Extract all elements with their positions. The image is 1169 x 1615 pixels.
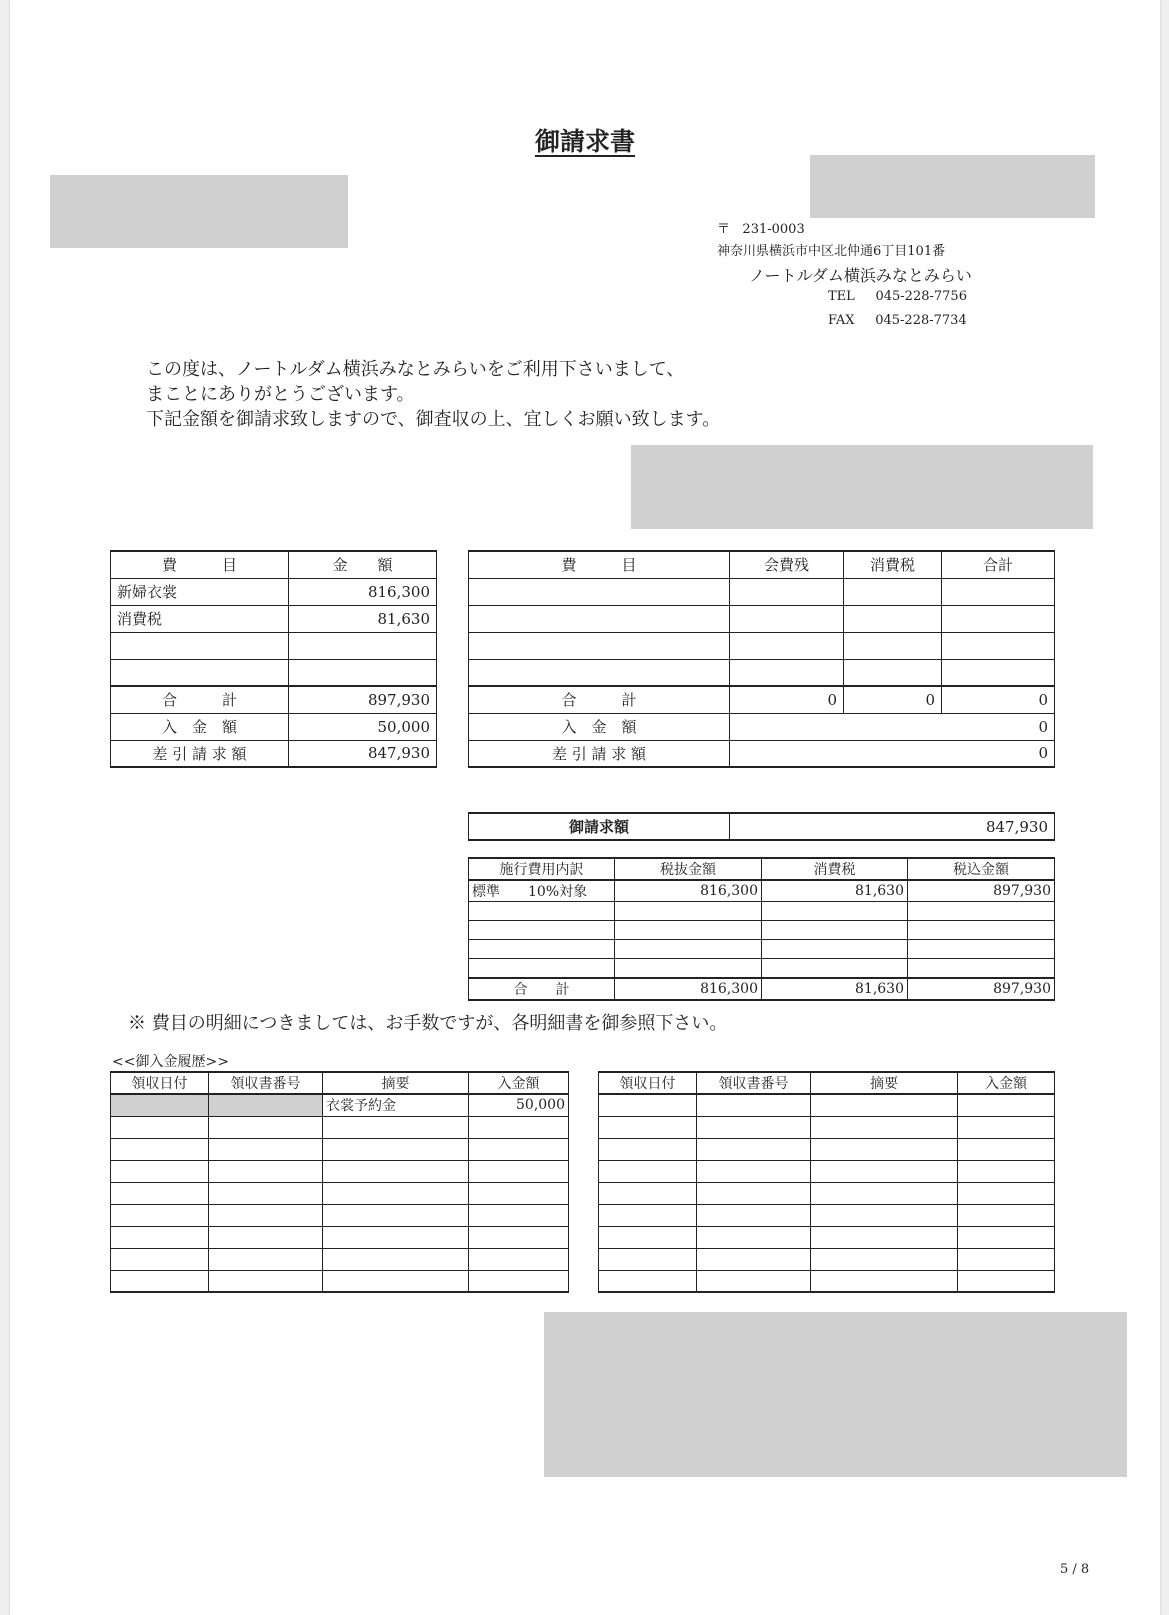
right-summary-table bbox=[468, 550, 1055, 768]
payment-amount-cell bbox=[958, 1248, 1055, 1270]
payment-history-table-left bbox=[110, 1071, 569, 1293]
breakdown-cell bbox=[469, 940, 615, 959]
value-cell bbox=[844, 659, 942, 686]
receipt-number-cell bbox=[697, 1226, 811, 1248]
pretax-cell bbox=[615, 902, 762, 921]
pretax-cell: 816,300 bbox=[615, 880, 762, 902]
payment-amount-cell bbox=[469, 1116, 569, 1138]
tax-cell bbox=[762, 902, 908, 921]
payment-amount-cell bbox=[958, 1204, 1055, 1226]
description-cell bbox=[323, 1226, 469, 1248]
payment-amount-cell bbox=[958, 1226, 1055, 1248]
balance-value: 0 bbox=[730, 740, 1055, 767]
receipt-number-cell bbox=[697, 1094, 811, 1116]
payment-amount-cell bbox=[469, 1226, 569, 1248]
receipt-date-cell bbox=[111, 1138, 209, 1160]
intro-text bbox=[146, 357, 720, 432]
item-cell bbox=[111, 632, 289, 659]
value-cell bbox=[942, 605, 1055, 632]
left-summary-table bbox=[110, 550, 437, 768]
value-cell bbox=[942, 632, 1055, 659]
receipt-date-cell bbox=[599, 1138, 697, 1160]
amount-cell: 81,630 bbox=[289, 605, 437, 632]
header-payment-amount: 入金額 bbox=[958, 1072, 1055, 1094]
description-cell bbox=[323, 1160, 469, 1182]
description-cell bbox=[323, 1248, 469, 1270]
receipt-date-cell bbox=[111, 1182, 209, 1204]
description-cell bbox=[323, 1138, 469, 1160]
receipt-date-cell bbox=[111, 1160, 209, 1182]
description-cell bbox=[811, 1204, 958, 1226]
tax-total-label: 合 計 bbox=[469, 978, 615, 1000]
header-pretax: 税抜金額 bbox=[615, 858, 762, 880]
invoice-page bbox=[10, 0, 1160, 1615]
receipt-date-cell bbox=[111, 1094, 209, 1116]
item-cell: 新婦衣裳 bbox=[111, 578, 289, 605]
value-cell bbox=[942, 659, 1055, 686]
item-cell bbox=[469, 659, 730, 686]
receipt-number-cell bbox=[697, 1160, 811, 1182]
header-receipt-number: 領収書番号 bbox=[697, 1072, 811, 1094]
header-breakdown: 施行費用内訳 bbox=[469, 858, 615, 880]
total-tax: 0 bbox=[844, 686, 942, 713]
invoice-amount-value: 847,930 bbox=[730, 813, 1055, 840]
value-cell bbox=[844, 632, 942, 659]
receipt-number-cell bbox=[209, 1116, 323, 1138]
paid-value: 50,000 bbox=[289, 713, 437, 740]
description-cell bbox=[811, 1138, 958, 1160]
payment-amount-cell bbox=[469, 1138, 569, 1160]
header-total: 合計 bbox=[942, 551, 1055, 578]
payment-history-table-right bbox=[598, 1071, 1055, 1293]
value-cell bbox=[730, 578, 844, 605]
description-cell bbox=[323, 1270, 469, 1292]
taxincl-cell bbox=[908, 940, 1055, 959]
amount-cell bbox=[289, 632, 437, 659]
payment-amount-cell bbox=[958, 1094, 1055, 1116]
header-remaining: 会費残 bbox=[730, 551, 844, 578]
payment-amount-cell bbox=[958, 1138, 1055, 1160]
pretax-cell bbox=[615, 959, 762, 978]
payment-amount-cell bbox=[469, 1160, 569, 1182]
tax-breakdown-table bbox=[468, 857, 1055, 1001]
total-value: 897,930 bbox=[289, 686, 437, 713]
receipt-number-cell bbox=[209, 1160, 323, 1182]
receipt-date-cell bbox=[599, 1248, 697, 1270]
receipt-number-cell bbox=[697, 1182, 811, 1204]
description-cell bbox=[323, 1204, 469, 1226]
header-item: 費 目 bbox=[111, 551, 289, 578]
postal-code: 〒 231-0003 bbox=[717, 222, 805, 237]
tax-cell bbox=[762, 921, 908, 940]
payment-amount-cell bbox=[469, 1248, 569, 1270]
redacted-block bbox=[50, 175, 348, 248]
tax-total-tax: 81,630 bbox=[762, 978, 908, 1000]
payment-amount-cell bbox=[469, 1182, 569, 1204]
receipt-number-cell bbox=[209, 1248, 323, 1270]
balance-value: 847,930 bbox=[289, 740, 437, 767]
receipt-date-cell bbox=[599, 1270, 697, 1292]
receipt-date-cell bbox=[111, 1248, 209, 1270]
header-payment-amount: 入金額 bbox=[469, 1072, 569, 1094]
receipt-date-cell bbox=[599, 1226, 697, 1248]
receipt-number-cell bbox=[697, 1204, 811, 1226]
tax-total-pretax: 816,300 bbox=[615, 978, 762, 1000]
paid-value: 0 bbox=[730, 713, 1055, 740]
description-cell bbox=[811, 1226, 958, 1248]
header-tax: 消費税 bbox=[762, 858, 908, 880]
payment-amount-cell bbox=[958, 1160, 1055, 1182]
page-number: 5 / 8 bbox=[1060, 1562, 1090, 1577]
header-receipt-number: 領収書番号 bbox=[209, 1072, 323, 1094]
taxincl-cell: 897,930 bbox=[908, 880, 1055, 902]
breakdown-cell bbox=[469, 921, 615, 940]
total-sum: 0 bbox=[942, 686, 1055, 713]
description-cell: 衣裳予約金 bbox=[323, 1094, 469, 1116]
tax-cell bbox=[762, 959, 908, 978]
header-item: 費 目 bbox=[469, 551, 730, 578]
description-cell bbox=[811, 1270, 958, 1292]
value-cell bbox=[844, 578, 942, 605]
header-tax: 消費税 bbox=[844, 551, 942, 578]
receipt-number-cell bbox=[697, 1270, 811, 1292]
sender-fax: FAX 045-228-7734 bbox=[828, 313, 967, 328]
header-receipt-date: 領収日付 bbox=[599, 1072, 697, 1094]
header-description: 摘要 bbox=[811, 1072, 958, 1094]
paid-label: 入 金 額 bbox=[469, 713, 730, 740]
receipt-date-cell bbox=[111, 1270, 209, 1292]
breakdown-cell bbox=[469, 959, 615, 978]
balance-label: 差 引 請 求 額 bbox=[469, 740, 730, 767]
item-cell bbox=[469, 605, 730, 632]
description-cell bbox=[323, 1182, 469, 1204]
value-cell bbox=[844, 605, 942, 632]
description-cell bbox=[811, 1248, 958, 1270]
pretax-cell bbox=[615, 921, 762, 940]
breakdown-cell: 標準 10%対象 bbox=[469, 880, 615, 902]
description-cell bbox=[811, 1160, 958, 1182]
payment-amount-cell: 50,000 bbox=[469, 1094, 569, 1116]
tax-cell: 81,630 bbox=[762, 880, 908, 902]
receipt-date-cell bbox=[111, 1204, 209, 1226]
receipt-number-cell bbox=[697, 1116, 811, 1138]
item-cell bbox=[111, 659, 289, 686]
details-note: ※ 費目の明細につきましては、お手数ですが、各明細書を御参照下さい。 bbox=[128, 1013, 728, 1034]
receipt-number-cell bbox=[697, 1248, 811, 1270]
total-remaining: 0 bbox=[730, 686, 844, 713]
breakdown-cell bbox=[469, 902, 615, 921]
description-cell bbox=[323, 1116, 469, 1138]
header-description: 摘要 bbox=[323, 1072, 469, 1094]
balance-label: 差 引 請 求 額 bbox=[111, 740, 289, 767]
invoice-amount-label: 御請求額 bbox=[469, 813, 730, 840]
payment-history-label: <<御入金履歴>> bbox=[112, 1054, 229, 1070]
amount-cell bbox=[289, 659, 437, 686]
receipt-date-cell bbox=[599, 1094, 697, 1116]
intro-line: まことにありがとうございます。 bbox=[146, 384, 415, 405]
sender-tel: TEL 045-228-7756 bbox=[828, 289, 967, 304]
payment-amount-cell bbox=[469, 1204, 569, 1226]
receipt-number-cell bbox=[209, 1138, 323, 1160]
receipt-date-cell bbox=[599, 1204, 697, 1226]
item-cell bbox=[469, 632, 730, 659]
total-label: 合 計 bbox=[469, 686, 730, 713]
page-title: 御請求書 bbox=[534, 127, 635, 156]
receipt-number-cell bbox=[209, 1094, 323, 1116]
redacted-block bbox=[631, 445, 1093, 529]
value-cell bbox=[730, 659, 844, 686]
tax-cell bbox=[762, 940, 908, 959]
item-cell bbox=[469, 578, 730, 605]
paid-label: 入 金 額 bbox=[111, 713, 289, 740]
redacted-block bbox=[544, 1312, 1127, 1477]
total-label: 合 計 bbox=[111, 686, 289, 713]
header-receipt-date: 領収日付 bbox=[111, 1072, 209, 1094]
taxincl-cell bbox=[908, 902, 1055, 921]
header-taxincl: 税込金額 bbox=[908, 858, 1055, 880]
receipt-number-cell bbox=[697, 1138, 811, 1160]
description-cell bbox=[811, 1094, 958, 1116]
receipt-date-cell bbox=[111, 1226, 209, 1248]
receipt-number-cell bbox=[209, 1226, 323, 1248]
receipt-date-cell bbox=[599, 1116, 697, 1138]
payment-amount-cell bbox=[958, 1116, 1055, 1138]
taxincl-cell bbox=[908, 921, 1055, 940]
description-cell bbox=[811, 1182, 958, 1204]
receipt-number-cell bbox=[209, 1204, 323, 1226]
sender-address: 神奈川県横浜市中区北仲通6丁目101番 bbox=[717, 244, 946, 259]
pretax-cell bbox=[615, 940, 762, 959]
intro-line: 下記金額を御請求致しますので、御査収の上、宜しくお願い致します。 bbox=[146, 409, 721, 430]
receipt-number-cell bbox=[209, 1182, 323, 1204]
payment-amount-cell bbox=[958, 1182, 1055, 1204]
value-cell bbox=[730, 605, 844, 632]
description-cell bbox=[811, 1116, 958, 1138]
redacted-block bbox=[810, 155, 1095, 218]
invoice-amount-box bbox=[468, 812, 1055, 841]
receipt-number-cell bbox=[209, 1270, 323, 1292]
taxincl-cell bbox=[908, 959, 1055, 978]
value-cell bbox=[942, 578, 1055, 605]
item-cell: 消費税 bbox=[111, 605, 289, 632]
receipt-date-cell bbox=[111, 1116, 209, 1138]
header-amount: 金 額 bbox=[289, 551, 437, 578]
receipt-date-cell bbox=[599, 1182, 697, 1204]
payment-amount-cell bbox=[469, 1270, 569, 1292]
payment-amount-cell bbox=[958, 1270, 1055, 1292]
tax-total-taxincl: 897,930 bbox=[908, 978, 1055, 1000]
value-cell bbox=[730, 632, 844, 659]
amount-cell: 816,300 bbox=[289, 578, 437, 605]
receipt-date-cell bbox=[599, 1160, 697, 1182]
sender-company: ノートルダム横浜みなとみらい bbox=[749, 266, 972, 285]
intro-line: この度は、ノートルダム横浜みなとみらいをご利用下さいまして、 bbox=[146, 359, 685, 380]
